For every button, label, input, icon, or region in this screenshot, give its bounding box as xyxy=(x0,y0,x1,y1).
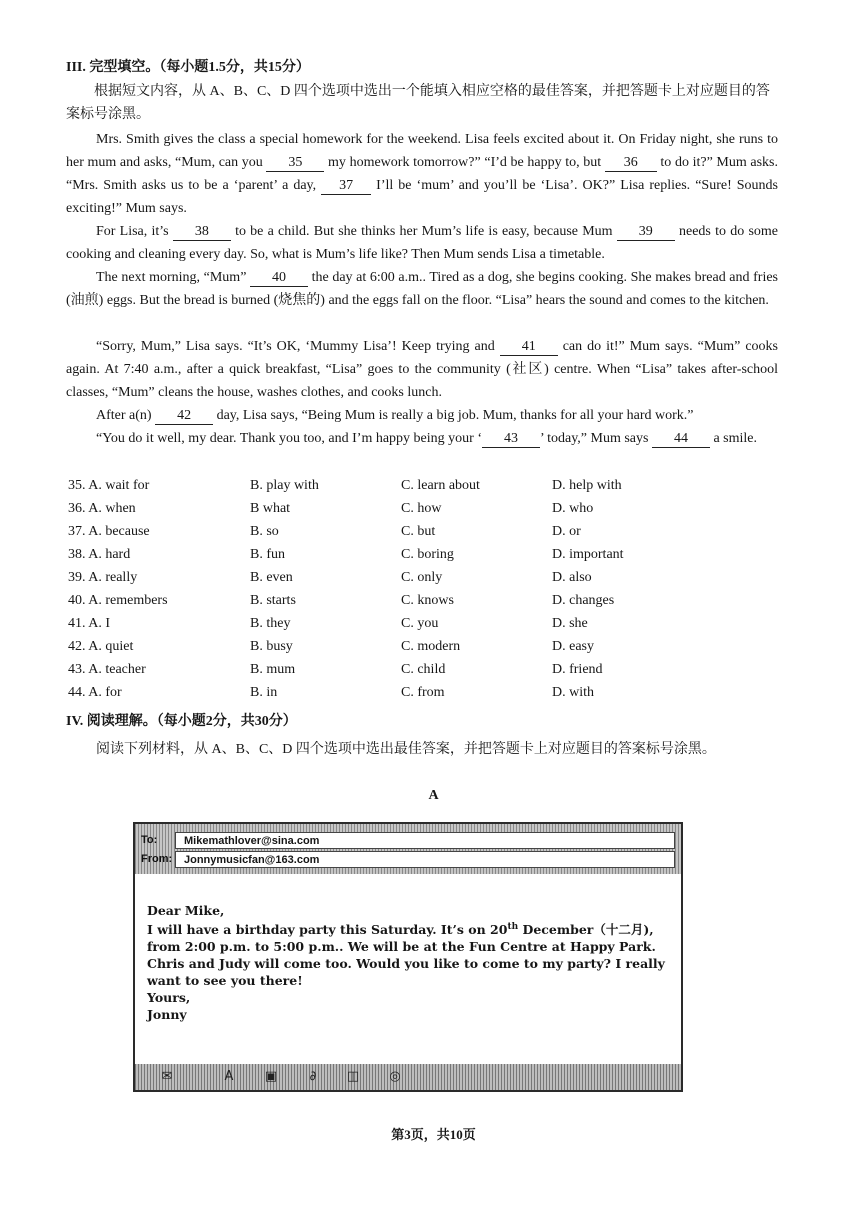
option-b: B. fun xyxy=(250,547,285,562)
send-icon[interactable]: ✉ xyxy=(161,1069,173,1084)
option-a: 40. A. remembers xyxy=(68,593,168,608)
question-options xyxy=(68,662,768,685)
email-header xyxy=(135,824,681,874)
option-a: 38. A. hard xyxy=(68,547,131,562)
passage-text: For Lisa, it’s xyxy=(96,224,173,239)
option-a: 35. A. wait for xyxy=(68,478,150,493)
blank-37: 37 xyxy=(321,178,371,195)
option-b: B what xyxy=(250,501,291,516)
option-a: 36. A. when xyxy=(68,501,136,516)
option-d: D. she xyxy=(552,616,588,631)
question-options xyxy=(68,524,768,547)
option-b: B. starts xyxy=(250,593,296,608)
passage-text: Mrs. Smith gives the class a special homework for the weekend. Lisa feels excited about it. On Friday night, she runs to her mum and asks, “Mum, can you xyxy=(66,132,778,170)
passage-text: “You do it well, my dear. Thank you too, and I’m happy being your ‘ xyxy=(96,431,482,446)
option-d: D. who xyxy=(552,501,594,516)
option-a: 39. A. really xyxy=(68,570,138,585)
blank-36: 36 xyxy=(605,155,657,172)
passage-text: the day at 6:00 a.m.. Tired as a dog, she begins cooking. She makes bread and fries (油煎) eggs. But the bread is burned (烧焦的) and the eggs fall on the floor. “Lisa” hears the sound and comes to the kitchen. xyxy=(66,270,778,308)
question-options xyxy=(68,593,768,616)
passage-text: to do it?” Mum asks. “Mrs. Smith asks us to be a ‘parent’ a day, xyxy=(66,155,778,193)
from-label: From: xyxy=(141,853,173,865)
option-d: D. friend xyxy=(552,662,603,677)
email-signature: Jonny xyxy=(147,1007,187,1023)
option-b: B. they xyxy=(250,616,291,631)
passage-text: a smile. xyxy=(709,431,758,446)
section3-instructions: 根据短文内容，从 A、B、C、D 四个选项中选出一个能填入相应空格的最佳答案，并把答题卡上对应题目的答案标号涂黑。 xyxy=(66,84,770,122)
email-body xyxy=(147,902,667,1023)
option-c: C. how xyxy=(401,501,442,516)
option-d: D. changes xyxy=(552,593,615,608)
ordinal-suffix: th xyxy=(507,922,519,932)
option-b: B. mum xyxy=(250,662,296,677)
settings-icon[interactable]: ◎ xyxy=(389,1069,401,1084)
option-d: D. easy xyxy=(552,639,594,654)
email-line: from 2:00 p.m. to 5:00 p.m.. We will be at the Fun Centre at Happy Park. xyxy=(147,939,656,955)
option-a: 41. A. I xyxy=(68,616,110,631)
passage-text: The next morning, “Mum” xyxy=(96,270,251,285)
option-d: D. help with xyxy=(552,478,622,493)
option-c: C. modern xyxy=(401,639,461,654)
option-d: D. with xyxy=(552,685,594,700)
passage-text: After a(n) xyxy=(96,408,156,423)
passage-heading: A xyxy=(428,788,439,803)
option-b: B. so xyxy=(250,524,279,539)
email-closing: Yours, xyxy=(147,990,191,1006)
option-a: 42. A. quiet xyxy=(68,639,134,654)
passage-text: I’ll be ‘mum’ and you’ll be ‘Lisa’. OK?” Lisa replies. “Sure! Sounds exciting!” Mum says. xyxy=(66,178,778,216)
emoji-icon[interactable]: ◫ xyxy=(346,1069,360,1084)
email-greeting: Dear Mike, xyxy=(147,903,225,918)
section3-title: III. 完型填空。（每小题1.5分，共15分） xyxy=(66,60,310,75)
blank-40: 40 xyxy=(250,270,308,287)
email-line: want to see you there! xyxy=(147,973,303,989)
email-window xyxy=(133,822,683,1092)
option-a: 37. A. because xyxy=(68,524,150,539)
passage-text: to be a child. But she thinks her Mum’s life is easy, because Mum xyxy=(230,224,617,239)
question-options xyxy=(68,639,768,662)
attach-icon[interactable]: ∂ xyxy=(309,1069,317,1084)
email-text: December（十二月), xyxy=(518,922,654,938)
passage-text: day, Lisa says, “Being Mum is really a big job. Mum, thanks for all your hard work.” xyxy=(213,408,694,423)
image-icon[interactable]: ▣ xyxy=(264,1069,278,1084)
blank-43: 43 xyxy=(482,431,540,448)
option-c: C. knows xyxy=(401,593,454,608)
option-d: D. also xyxy=(552,570,592,585)
blank-38: 38 xyxy=(173,224,231,241)
question-options xyxy=(68,547,768,570)
passage-text: my homework tomorrow?” “I’d be happy to, but xyxy=(324,155,605,170)
to-field[interactable]: Mikemathlover@sina.com xyxy=(175,832,675,849)
option-b: B. busy xyxy=(250,639,293,654)
passage-paragraph-1 xyxy=(66,128,778,220)
question-options xyxy=(68,501,768,524)
page-number: 第3页，共10页 xyxy=(391,1127,476,1142)
blank-39: 39 xyxy=(617,224,675,241)
option-b: B. in xyxy=(250,685,278,700)
passage-paragraph-5 xyxy=(66,404,778,427)
passage-paragraph-2 xyxy=(66,220,778,266)
email-line xyxy=(147,919,667,938)
option-c: C. from xyxy=(401,685,445,700)
question-options xyxy=(68,478,768,501)
email-toolbar xyxy=(135,1064,681,1090)
question-options xyxy=(68,685,768,708)
option-c: C. child xyxy=(401,662,446,677)
option-c: C. only xyxy=(401,570,443,585)
blank-35: 35 xyxy=(266,155,324,172)
option-c: C. learn about xyxy=(401,478,480,493)
email-text: I will have a birthday party this Saturday. It’s on 20 xyxy=(147,922,508,938)
option-c: C. boring xyxy=(401,547,454,562)
section4-title: IV. 阅读理解。（每小题2分，共30分） xyxy=(66,714,297,729)
question-options xyxy=(68,616,768,639)
from-field[interactable]: Jonnymusicfan@163.com xyxy=(175,851,675,868)
option-c: C. but xyxy=(401,524,436,539)
option-d: D. important xyxy=(552,547,624,562)
email-line: Chris and Judy will come too. Would you like to come to my party? I really xyxy=(147,956,665,972)
passage-paragraph-4 xyxy=(66,335,778,404)
font-icon[interactable]: A xyxy=(224,1069,234,1084)
passage-text: needs to do some cooking and cleaning every day. So, what is Mum’s life like? Then Mum sends Lisa a timetable. xyxy=(66,224,778,262)
blank-44: 44 xyxy=(652,431,710,448)
option-a: 43. A. teacher xyxy=(68,662,146,677)
option-b: B. play with xyxy=(250,478,319,493)
passage-text: ’ today,” Mum says xyxy=(539,431,652,446)
section4-instructions: 阅读下列材料，从 A、B、C、D 四个选项中选出最佳答案，并把答题卡上对应题目的答案标号涂黑。 xyxy=(96,742,716,757)
to-label: To: xyxy=(141,834,158,846)
option-a: 44. A. for xyxy=(68,685,122,700)
passage-paragraph-6 xyxy=(66,427,778,450)
blank-41: 41 xyxy=(500,339,558,356)
option-c: C. you xyxy=(401,616,439,631)
passage-text: “Sorry, Mum,” Lisa says. “It’s OK, ‘Mummy Lisa’! Keep trying and xyxy=(96,339,500,354)
option-b: B. even xyxy=(250,570,293,585)
question-options xyxy=(68,570,768,593)
passage-text: can do it!” Mum says. “Mum” cooks again. At 7:40 a.m., after a quick breakfast, “Lisa” goes to the community (社区) centre. When “Lisa” takes after-school classes, “Mum” cleans the house, washes clothes, and cooks lunch. xyxy=(66,339,779,400)
blank-42: 42 xyxy=(155,408,213,425)
option-d: D. or xyxy=(552,524,581,539)
passage-paragraph-3 xyxy=(66,266,778,312)
